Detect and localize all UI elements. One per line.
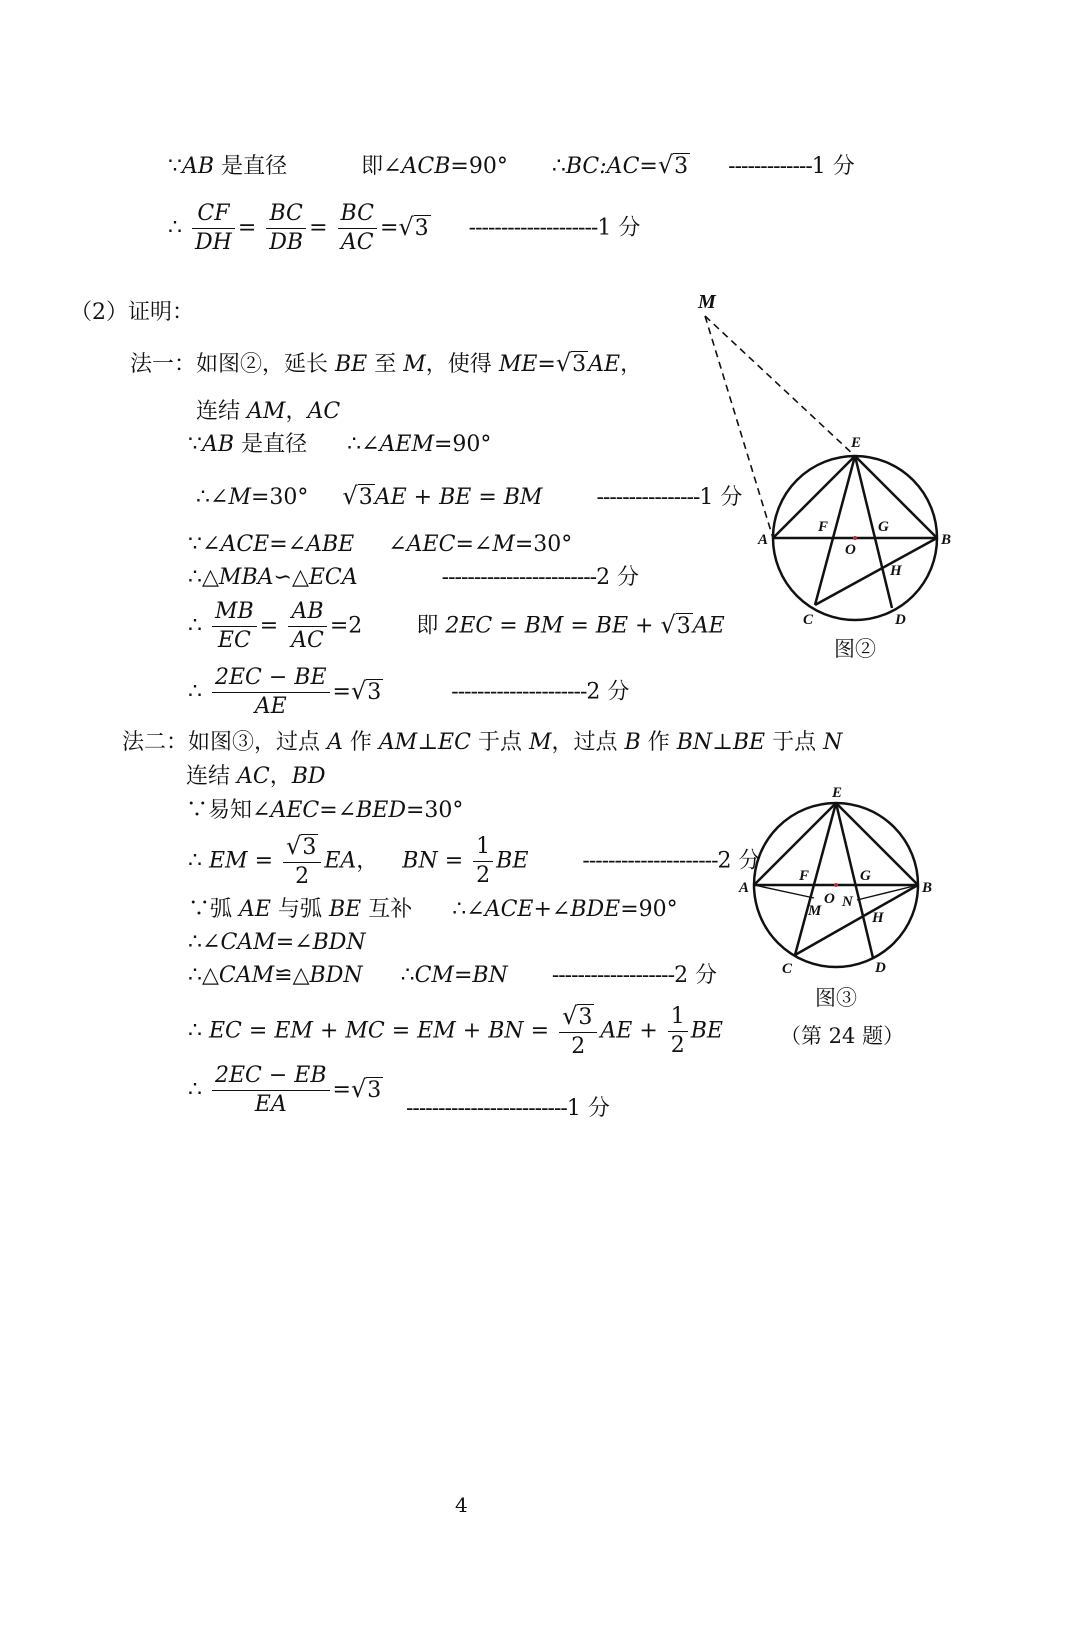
fig3-perp-bn [857, 885, 918, 900]
figure-3 [730, 775, 970, 975]
fig3-center-dot [834, 883, 838, 887]
fig2-label-a: A [758, 532, 769, 548]
fig2-caption: 图② [834, 637, 876, 661]
fig3-chord-cb [795, 885, 918, 955]
fig2-label-m: M [698, 291, 716, 313]
method1-line-f: ∴△MBA∽△ECA ------------------------2 分 [188, 565, 640, 590]
fig2-label-b: B [941, 532, 952, 548]
fig2-chord-cb [815, 538, 937, 605]
fig2-dashed-me [705, 316, 855, 456]
fig2-label-g: G [878, 519, 889, 535]
method1-line-a: 法一：如图②，延长 BE 至 M，使得 ME=√3AE， [130, 349, 643, 377]
fig2-label-e: E [851, 435, 862, 451]
method1-line-d: ∴∠M=30° √3AE + BE = BM ----------------1 分 [196, 482, 743, 510]
fig3-label-h: H [872, 910, 884, 926]
method2-line-g: ∴△CAM≌△BDN ∴CM=BN -------------------2 分 [188, 963, 718, 988]
method2-line-d: ∴ EM = $\frac{√3}{2}$ EA， BN = $\frac{1}{2}$ BE ---------------------2 分 [188, 832, 761, 889]
method2-line-b: 连结 AC，BD [186, 764, 326, 789]
fig3-label-f: F [799, 868, 810, 884]
part2-heading: （2）证明： [70, 300, 194, 325]
fig3-label-c: C [782, 961, 793, 977]
fig3-label-o: O [824, 891, 835, 907]
method2-line-e: ∵弧 AE 与弧 BE 互补 ∴∠ACE+∠BDE=90° [188, 897, 678, 922]
fig3-caption: 图③ [815, 986, 857, 1010]
fig3-label-d: D [875, 960, 886, 976]
method2-line-c: ∵易知∠AEC=∠BED=30° [186, 798, 464, 823]
line-1: ∵AB 是直径 即∠ACB=90° ∴BC:AC=√3 -------------1 分 [168, 151, 855, 179]
method2-line-i-score: -------------------------1 分 [406, 1096, 610, 1121]
method1-line-e: ∵∠ACE=∠ABE ∠AEC=∠M=30° [188, 532, 573, 557]
fig3-label-b: B [922, 880, 933, 896]
fig3-label-e: E [832, 785, 843, 801]
fig3-label-n: N [842, 894, 853, 910]
fig3-label-g: G [860, 868, 871, 884]
page-number: 4 [455, 1493, 468, 1517]
method1-line-b: 连结 AM，AC [196, 399, 341, 424]
method1-line-h: ∴ $\frac{2EC - BE}{AE}$ =√3 ---------------------2 分 [188, 665, 630, 719]
fig2-label-h: H [890, 563, 902, 579]
method2-line-h: ∴ EC = EM + MC = EM + BN = $\frac{√3}{2}$ AE + $\frac{1}{2}$ BE [188, 1002, 723, 1059]
fig3-perp-am [754, 885, 814, 898]
fig2-label-o: O [845, 542, 856, 558]
fig2-label-c: C [803, 612, 814, 628]
fig2-center-dot [853, 536, 857, 540]
fig2-label-f: F [818, 519, 829, 535]
method2-line-a: 法二：如图③，过点 A 作 AM⊥EC 于点 M，过点 B 作 BN⊥BE 于点 N [122, 730, 843, 755]
method2-line-i: ∴ $\frac{2EC - EB}{EA}$ =√3 [188, 1063, 382, 1117]
method1-line-g: ∴ $\frac{MB}{EC}$ = $\frac{AB}{AC}$ =2 即 2EC = BM = BE + √3AE [188, 599, 725, 653]
fig3-label-a: A [739, 880, 750, 896]
fig2-label-d: D [895, 612, 906, 628]
fig3-label-m: M [808, 903, 822, 919]
method1-line-c: ∵AB 是直径 ∴∠AEM=90° [188, 432, 492, 457]
line-2: ∴ $\frac{CF}{DH}$ = $\frac{BC}{DB}$ = $\frac{BC}{AC}$ =√3 --------------------1 分 [168, 201, 641, 255]
problem-label: （第 24 题） [780, 1024, 905, 1048]
method2-line-f: ∴∠CAM=∠BDN [188, 930, 366, 955]
figure-2 [698, 285, 970, 645]
